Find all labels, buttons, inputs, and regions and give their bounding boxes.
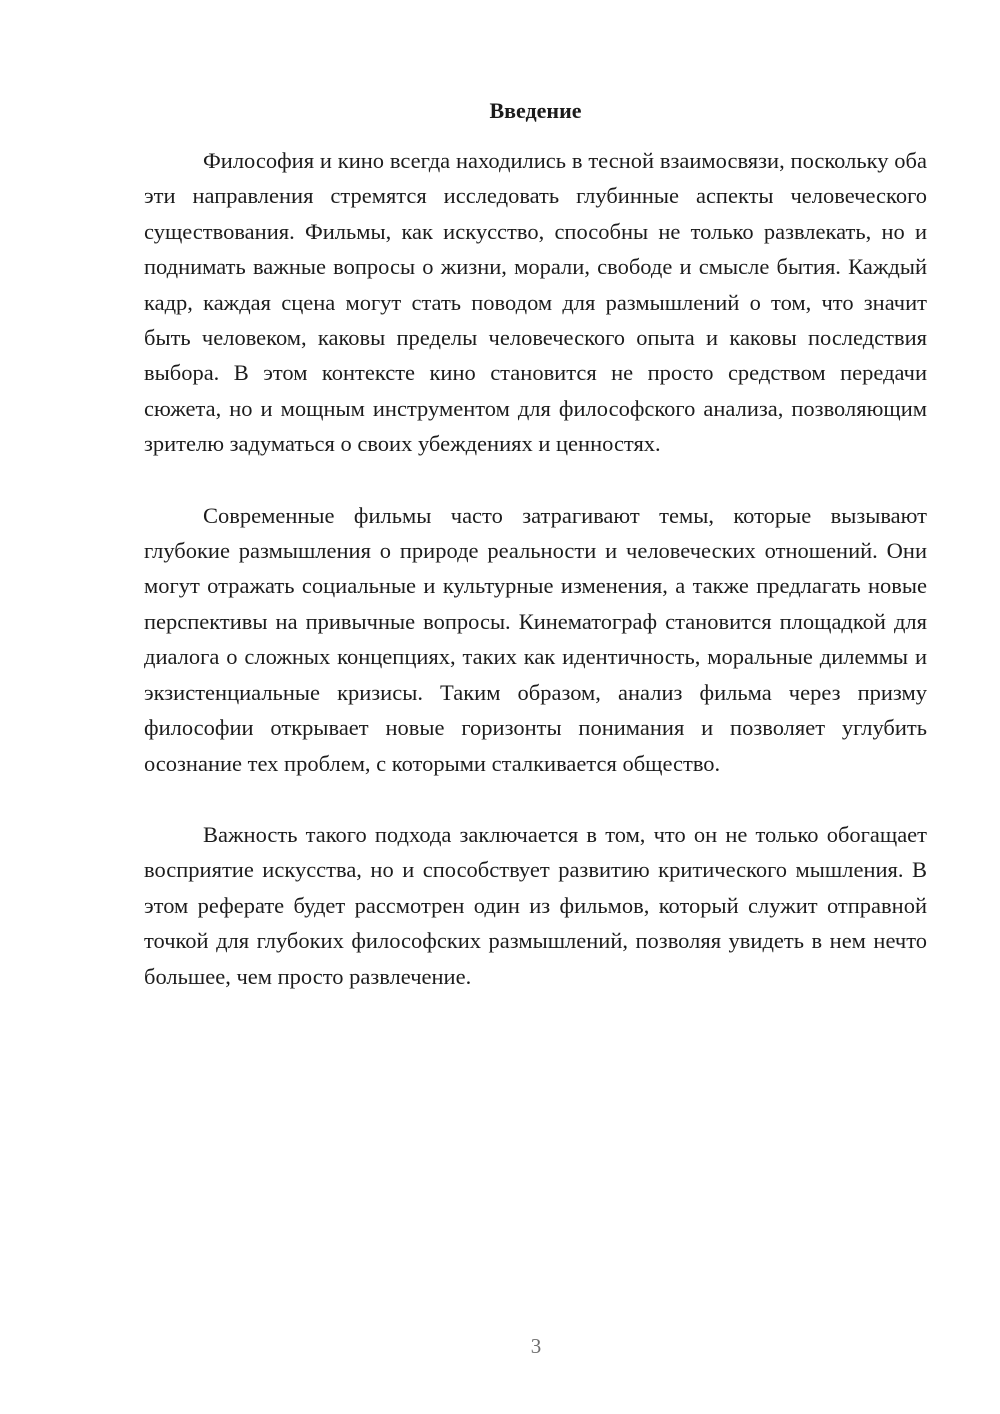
paragraph-1: Философия и кино всегда находились в тесной взаимосвязи, поскольку оба эти направления стремятся исследовать глубинные аспекты человеческого существования. Фильмы, как искусство, способны не только развлекать, но и поднимать важные вопросы о жизни, морали, свободе и смысле бытия. Каждый кадр, каждая сцена могут стать поводом для размышлений о том, что значит быть человеком, каковы пределы человеческого опыта и каковы последствия выбора. В этом контексте кино становится не просто средством передачи сюжета, но и мощным инструментом для философского анализа, позволяющим зрителю задуматься о своих убеждениях и ценностях. bbox=[144, 148, 927, 457]
paragraph-2: Современные фильмы часто затрагивают темы, которые вызывают глубокие размышления о природе реальности и человеческих отношений. Они могут отражать социальные и культурные изменения, а также предлагать новые перспективы на привычные вопросы. Кинематограф становится площадкой для диалога о сложных концепциях, таких как идентичность, моральные дилеммы и экзистенциальные кризисы. Таким образом, анализ фильма через призму философии открывает новые горизонты понимания и позволяет углубить осознание тех проблем, с которыми сталкивается общество. bbox=[144, 502, 927, 776]
body-text bbox=[144, 143, 927, 1030]
section-title: Введение bbox=[489, 98, 582, 123]
page-number: 3 bbox=[530, 1334, 542, 1358]
paragraph-3: Важность такого подхода заключается в том, что он не только обогащает восприятие искусства, но и способствует развитию критического мышления. В этом реферате будет рассмотрен один из фильмов, который служит отправной точкой для глубоких философских размышлений, позволяя увидеть в нем нечто большее, чем просто развлечение. bbox=[144, 821, 927, 989]
